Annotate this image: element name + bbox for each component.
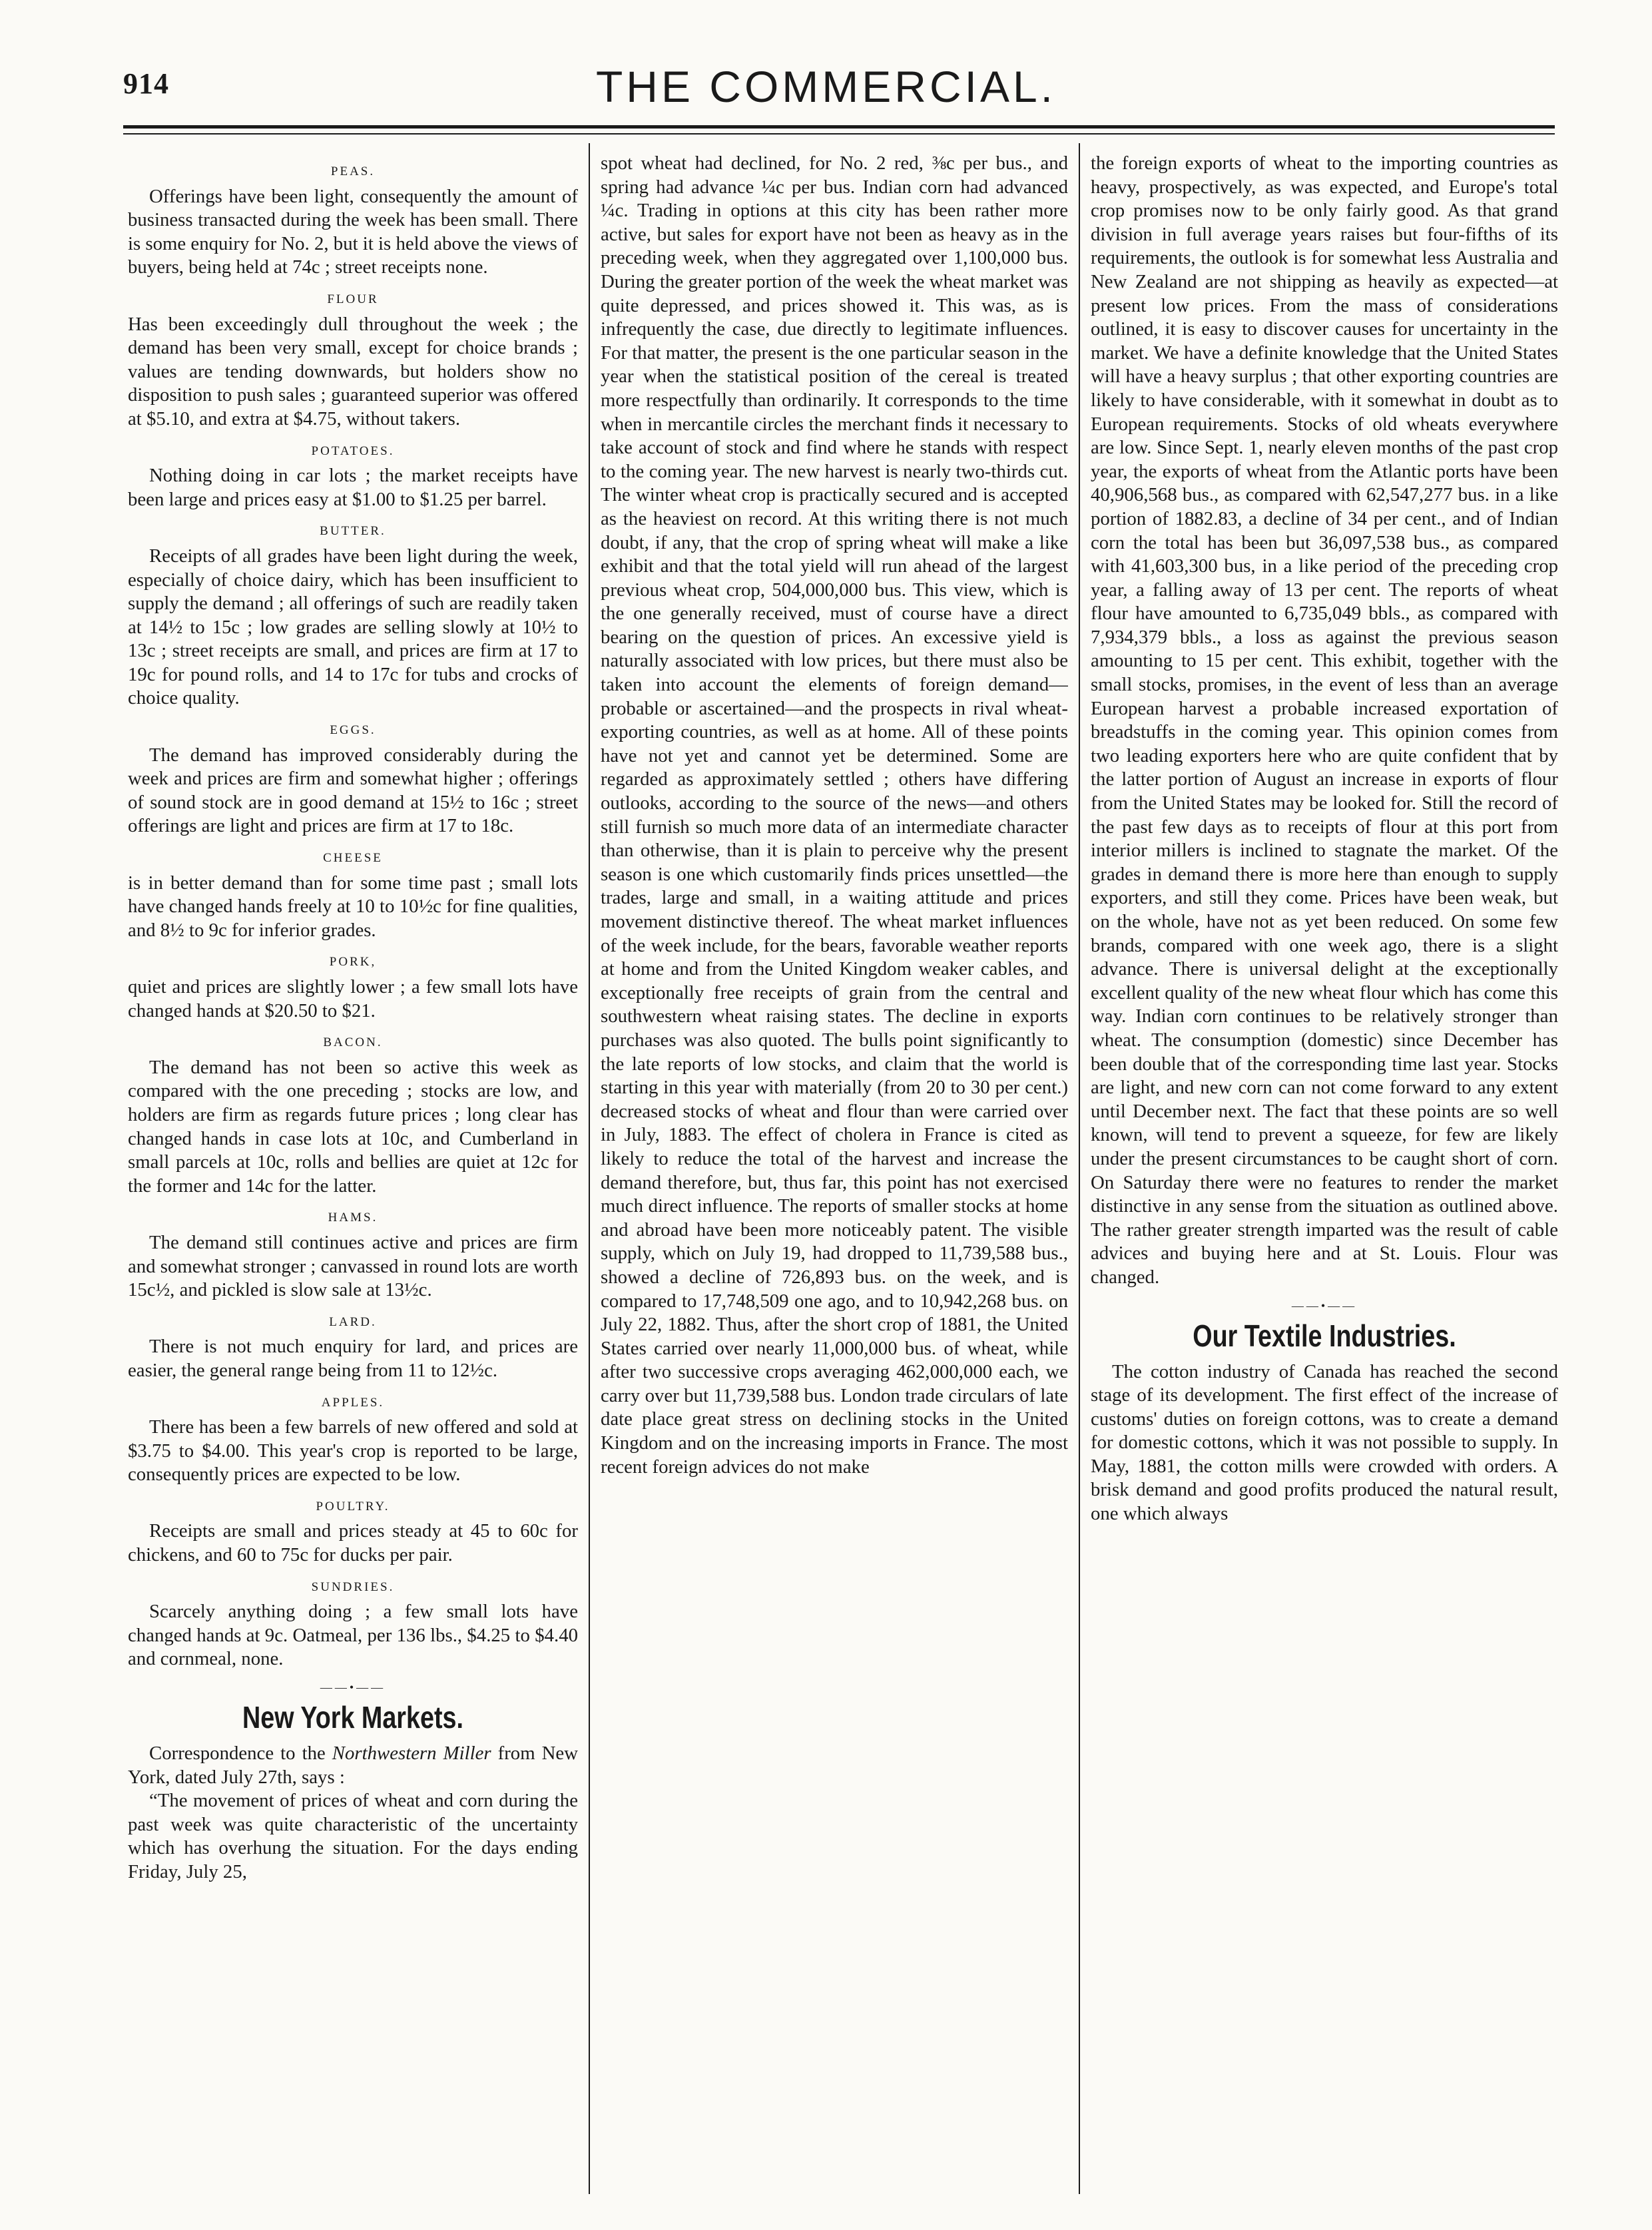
section-heading-flour: FLOUR	[327, 292, 379, 306]
section-text-poultry: Receipts are small and prices steady at 45 to 60c for chickens, and 60 to 75c for ducks per pair.	[128, 1520, 578, 1566]
section-heading-potatoes: POTATOES.	[311, 443, 395, 458]
section-text-potatoes: Nothing doing in car lots ; the market receipts have been large and prices easy at $1.00 to $1.25 per barrel.	[128, 465, 578, 510]
section-text-bacon: The demand has not been so active this week as compared with the one preceding ; stocks are low, and holders are firm as regards future prices ; long clear has changed hands in case lots at 10c, and Cumberland in small parcels at 10c, rolls and bellies are quiet at 12c for the former and 14c for the latter.	[128, 1056, 578, 1197]
column-rule-right	[1079, 143, 1080, 2194]
section-text-apples: There has been a few barrels of new offered and sold at $3.75 to $4.00. This year's crop is reported to be large, consequently prices are expected to be low.	[128, 1416, 578, 1486]
article-body-start: “The movement of prices of wheat and corn during the past week was quite characteristic of the uncertainty which has overhung the situation. For the days ending Friday, July 25,	[128, 1790, 578, 1882]
column-1	[128, 152, 578, 2189]
section-text-peas: Offerings have been light, consequently the amount of business transacted during the week has been small. There is some enquiry for No. 2, but it is held above the views of buyers, being held at 74c ; street receipts none.	[128, 185, 578, 278]
section-text-hams: The demand still continues active and prices are firm and somewhat stronger ; canvassed in round lots are worth 15c½, and pickled is slow sale at 13½c.	[128, 1231, 578, 1301]
section-heading-apples: APPLES.	[321, 1395, 385, 1410]
article-body-conclusion: the foreign exports of wheat to the importing countries as heavy, prospectively, as was expected, and Europe's total crop promises now to be only fairly good. As that grand division in full average years raises but four-fifths of its requirements, the outlook is for somewhat less Australia and New Zealand are not shipping as heavily as expected—at present low prices. From the mass of considerations outlined, it is easy to discover causes for uncertainty in the market. We have a definite knowledge that the United States will have a heavy surplus ; that other exporting countries are likely to have considerable, with it somewhat in doubt as to European requirements. Stocks of old wheats everywhere are low. Since Sept. 1, nearly eleven months of the past crop year, the exports of wheat from the Atlantic ports have been 40,906,568 bus., as compared with 62,547,277 bus. in a like portion of 1882.83, a decline of 34 per cent., and of Indian corn the total has been but 36,097,538 bus., as compared with 41,603,300 bus, in a like period of the preceding crop year, a falling away of 13 per cent. The reports of wheat flour have amounted to 6,735,049 bbls., as compared with 7,934,379 bbls., a loss as against the previous season amounting to 15 per cent. This exhibit, together with the small stocks, promises, in the event of less than an average European harvest a probable increased exportation of breadstuffs in the coming year. This opinion comes from two leading exporters here who are quite confident that by the latter portion of August an increase in exports of flour from the United States may be looked for. Still the record of the past few days as to receipts of flour at this port from interior millers is inclined to stagnate the market. Of the grades in demand there is more here than enough to supply exporters, and still they come. Prices have been weak, but on the whole, have not as yet been reduced. On some few brands, compared with one week ago, there is a slight advance. There is universal delight at the exceptionally excellent quality of the new wheat flour which has come this way. Indian corn continues to be relatively stronger than wheat. The consumption (domestic) since December has been double that of the corresponding time last year. Stocks are light, and new corn can not come forward to any extent until December next. The fact that these points are so well known, will tend to prevent a squeeze, for few are likely under the present circumstances to be caught short of corn. On Saturday there were no features to render the market distinctive in any sense from the situation as outlined above. The rather greater strength imparted was the result of cable advices and buying here and at St. Louis. Flour was changed.	[1091, 152, 1558, 1288]
article-title-textile-industries: Our Textile Industries.	[1193, 1318, 1456, 1353]
masthead-title: THE COMMERCIAL.	[595, 62, 1057, 111]
article-title-new-york-markets: New York Markets.	[242, 1700, 463, 1735]
section-text-butter: Receipts of all grades have been light during the week, especially of choice dairy, which has been insufficient to supply the demand ; all offerings of such are readily taken at 14½ to 15c ; low grades are selling slowly at 10½ to 13c ; street receipts are small, and prices are firm at 17 to 19c for pound rolls, and 14 to 17c for tubs and crocks of choice quality.	[128, 545, 578, 709]
article-divider-2: ——•——	[1291, 1298, 1358, 1312]
page-number: 914	[123, 67, 169, 100]
section-heading-cheese: CHEESE	[323, 851, 383, 866]
column-2	[601, 152, 1068, 2189]
article-body-continued: spot wheat had declined, for No. 2 red, ⅜c per bus., and spring had advance ¼c per bus. Indian corn had advanced ¼c. Trading in options at this city has been rather more active, but sales for export have not been as heavy as in the preceding week, when they aggregated over 1,100,000 bus. During the greater portion of the week the wheat market was quite depressed, and prices showed it. This was, as is infrequently the case, due directly to legitimate influences. For that matter, the present is the one particular season in the year when the statistical position of the cereal is treated more respectfully than ordinarily. It corresponds to the time when in mercantile circles the merchant finds it necessary to take account of stock and find where he stands with respect to the coming year. The new harvest is nearly two-thirds cut. The winter wheat crop is practically secured and is accepted as the heaviest on record. At this writing there is not much doubt, if any, that the crop of spring wheat will make a like exhibit and that the total yield will run ahead of the largest previous wheat crop, 504,000,000 bus. This view, which is the one generally received, must of course have a direct bearing on the question of prices. An excessive yield is naturally associated with low prices, but there must also be taken into account the elements of foreign demand—probable or ascertained—and the prospects in rival wheat-exporting countries, as well as at home. All of these points have not yet and cannot yet be determined. Some are regarded as approximately settled ; others have differing outlooks, according to the source of the news—and others still furnish so much more data of an intermediate character than otherwise, than it is plain to perceive why the present season is one which customarily finds prices unsettled—the trades, large and small, in a waiting attitude and prices movement distinctive thereof. The wheat market influences of the week include, for the bears, favorable weather reports at home and from the United Kingdom weaker cables, and exceptionally free receipts of grain from the central and southwestern wheat raising states. The decline in exports purchases was also quoted. The bulls point significantly to the late reports of low stocks, and claim that the world is starting in this year with materially (from 20 to 30 per cent.) decreased stocks of wheat and flour than were carried over in July, 1883. The effect of cholera in France is cited as likely to reduce the total of the harvest and increase the demand therefore, but, thus far, this point has not exercised much direct influence. The reports of smaller stocks at home and abroad have been more noticeably patent. The visible supply, which on July 19, had dropped to 11,739,588 bus., showed a decline of 726,893 bus. on the week, and is compared to 17,748,509 one ago, and to 10,942,268 bus. on July 22, 1882. Thus, after the short crop of 1881, the United States carried over nearly 11,000,000 bus. of wheat, while after two successive crops averaging 462,000,000 each, we carry over but 11,739,588 bus. London trade circulars of late date place great stress on declining stocks in the United Kingdom and on the increasing imports in France. The most recent foreign advices do not make	[601, 152, 1068, 1478]
section-text-pork: quiet and prices are slightly lower ; a few small lots have changed hands at $20.50 to $21.	[128, 976, 578, 1021]
column-rule-left	[589, 143, 590, 2194]
section-heading-pork: PORK,	[329, 955, 377, 970]
textile-article-body: The cotton industry of Canada has reached the second stage of its development. The first effect of the increase of customs' duties on foreign cottons, was to create a demand for domestic cottons, which it was not possible to supply. In May, 1881, the cotton mills were crowded with orders. A brisk demand and good profits produced the natural result, one which always	[1091, 1360, 1558, 1525]
section-heading-peas: PEAS.	[330, 164, 376, 178]
section-heading-sundries: SUNDRIES.	[311, 1579, 395, 1594]
article-divider: ——•——	[320, 1681, 386, 1695]
section-text-lard: There is not much enquiry for lard, and prices are easier, the general range being from 11 to 12½c.	[128, 1336, 578, 1381]
section-heading-hams: HAMS.	[328, 1211, 378, 1225]
section-heading-poultry: POULTRY.	[316, 1499, 390, 1514]
section-heading-eggs: EGGS.	[330, 723, 376, 738]
section-heading-lard: LARD.	[329, 1314, 377, 1329]
masthead-rule-thin	[123, 133, 1555, 135]
market-report-section	[128, 160, 578, 1671]
section-heading-bacon: BACON.	[323, 1035, 383, 1050]
section-text-cheese: is in better demand than for some time past ; small lots have changed hands freely at 10 to 10½c for fine qualities, and 8½ to 9c for inferior grades.	[128, 872, 578, 941]
masthead-rule-thick	[123, 125, 1555, 129]
intro-source: Northwestern Miller	[332, 1743, 491, 1765]
column-3	[1091, 152, 1558, 2189]
section-text-flour: Has been exceedingly dull throughout the week ; the demand has been very small, except for choice brands ; values are tending downwards, but holders show no disposition to push sales ; guaranteed superior was offered at $5.10, and extra at $4.75, without takers.	[128, 313, 578, 429]
intro-suffix: from New York, dated July 27th, says :	[128, 1743, 578, 1788]
article-intro	[128, 1742, 578, 1789]
intro-prefix: Correspondence to the	[149, 1743, 332, 1765]
section-text-eggs: The demand has improved considerably during the week and prices are firm and somewhat higher ; offerings of sound stock are in good demand at 15½ to 16c ; street offerings are light and prices are firm at 17 to 18c.	[128, 744, 578, 837]
section-text-sundries: Scarcely anything doing ; a few small lots have changed hands at 9c. Oatmeal, per 136 lbs., $4.25 to $4.40 and cornmeal, none.	[128, 1601, 578, 1670]
section-heading-butter: BUTTER.	[320, 524, 386, 539]
